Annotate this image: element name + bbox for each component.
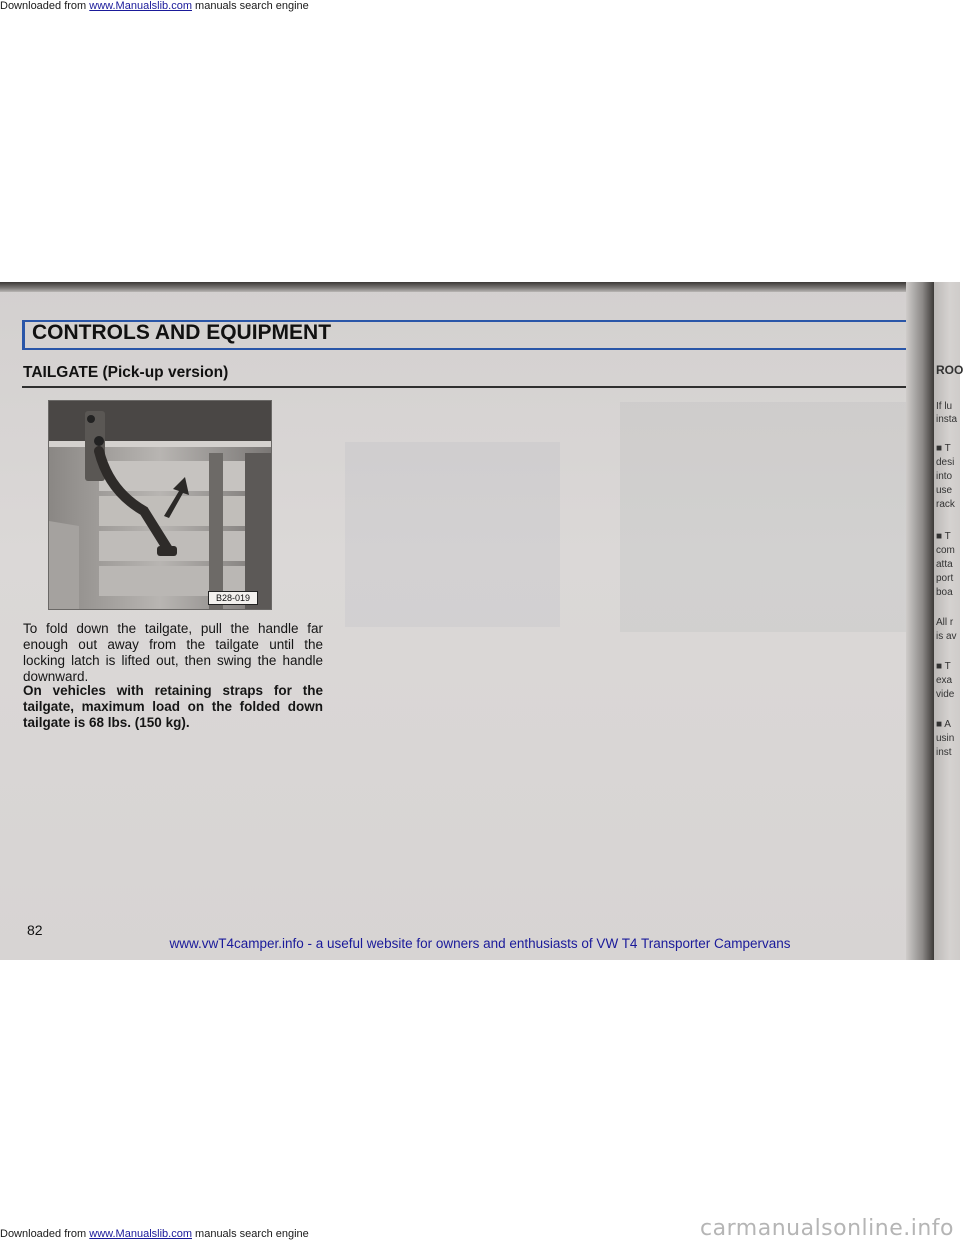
download-footer-prefix: Downloaded from bbox=[0, 1228, 90, 1240]
adjacent-page-fragment: ■ A bbox=[936, 719, 951, 730]
adjacent-page-fragment: ■ T bbox=[936, 661, 951, 672]
book-binding-shadow bbox=[906, 282, 936, 960]
adjacent-page-fragment: insta bbox=[936, 414, 958, 425]
download-footer-suffix: manuals search engine bbox=[191, 1228, 309, 1240]
adjacent-page-fragment: ■ T bbox=[936, 443, 951, 454]
chapter-header-title: CONTROLS AND EQUIPMENT bbox=[32, 321, 332, 344]
load-limit-paragraph: On vehicles with retaining straps for the tailgate, maximum load on the folded down tailgate is 68 lbs. (150 kg). bbox=[23, 683, 323, 730]
adjacent-page-fragment: exa bbox=[936, 675, 953, 686]
adjacent-page-fragment: atta bbox=[936, 559, 953, 570]
figure-code: B28-019 bbox=[208, 591, 258, 605]
adjacent-page-fragment: All r bbox=[936, 617, 954, 628]
scanned-manual-page bbox=[0, 282, 963, 960]
adjacent-page-edge bbox=[934, 282, 963, 960]
download-header-suffix: manuals search engine bbox=[191, 0, 309, 12]
adjacent-page-fragment: com bbox=[936, 545, 955, 556]
adjacent-page-fragment: boa bbox=[936, 587, 953, 598]
adjacent-page-fragment: If lu bbox=[936, 401, 953, 412]
adjacent-page-fragment: into bbox=[936, 471, 953, 482]
scan-top-edge bbox=[0, 282, 960, 292]
section-title: TAILGATE (Pick-up version) bbox=[23, 364, 229, 381]
adjacent-page-fragment: vide bbox=[936, 689, 955, 700]
adjacent-page-fragment: port bbox=[936, 573, 954, 584]
adjacent-page-fragment: ROO bbox=[936, 363, 963, 377]
manualslib-footer-link[interactable]: www.Manualslib.com bbox=[89, 1228, 192, 1240]
tailgate-handle-illustration bbox=[49, 401, 271, 609]
download-header-prefix: Downloaded from bbox=[0, 0, 90, 12]
page-number: 82 bbox=[27, 922, 43, 938]
adjacent-page-fragment: is av bbox=[936, 631, 957, 642]
bleed-through-image bbox=[345, 442, 560, 627]
adjacent-page-fragment: usin bbox=[936, 733, 955, 744]
download-footer bbox=[0, 1228, 309, 1240]
vwt4camper-site-banner[interactable]: www.vwT4camper.info - a useful website for owners and enthusiasts of VW T4 Transporter Campervans bbox=[169, 936, 791, 951]
adjacent-page-fragment: desi bbox=[936, 457, 955, 468]
tailgate-handle-photo bbox=[48, 400, 272, 610]
adjacent-page-fragment: ■ T bbox=[936, 531, 951, 542]
adjacent-page-fragment: inst bbox=[936, 747, 952, 758]
manualslib-link[interactable]: www.Manualslib.com bbox=[89, 0, 192, 12]
carmanualsonline-watermark: carmanualsonline.info bbox=[700, 1216, 954, 1241]
bleed-through-photo bbox=[620, 402, 910, 632]
download-header bbox=[0, 0, 309, 12]
section-divider bbox=[22, 386, 922, 388]
instruction-paragraph: To fold down the tailgate, pull the handle far enough out away from the tailgate until the locking latch is lifted out, then swing the handle downward. bbox=[23, 621, 323, 684]
adjacent-page-fragment: rack bbox=[936, 499, 955, 510]
adjacent-page-fragment: use bbox=[936, 485, 953, 496]
